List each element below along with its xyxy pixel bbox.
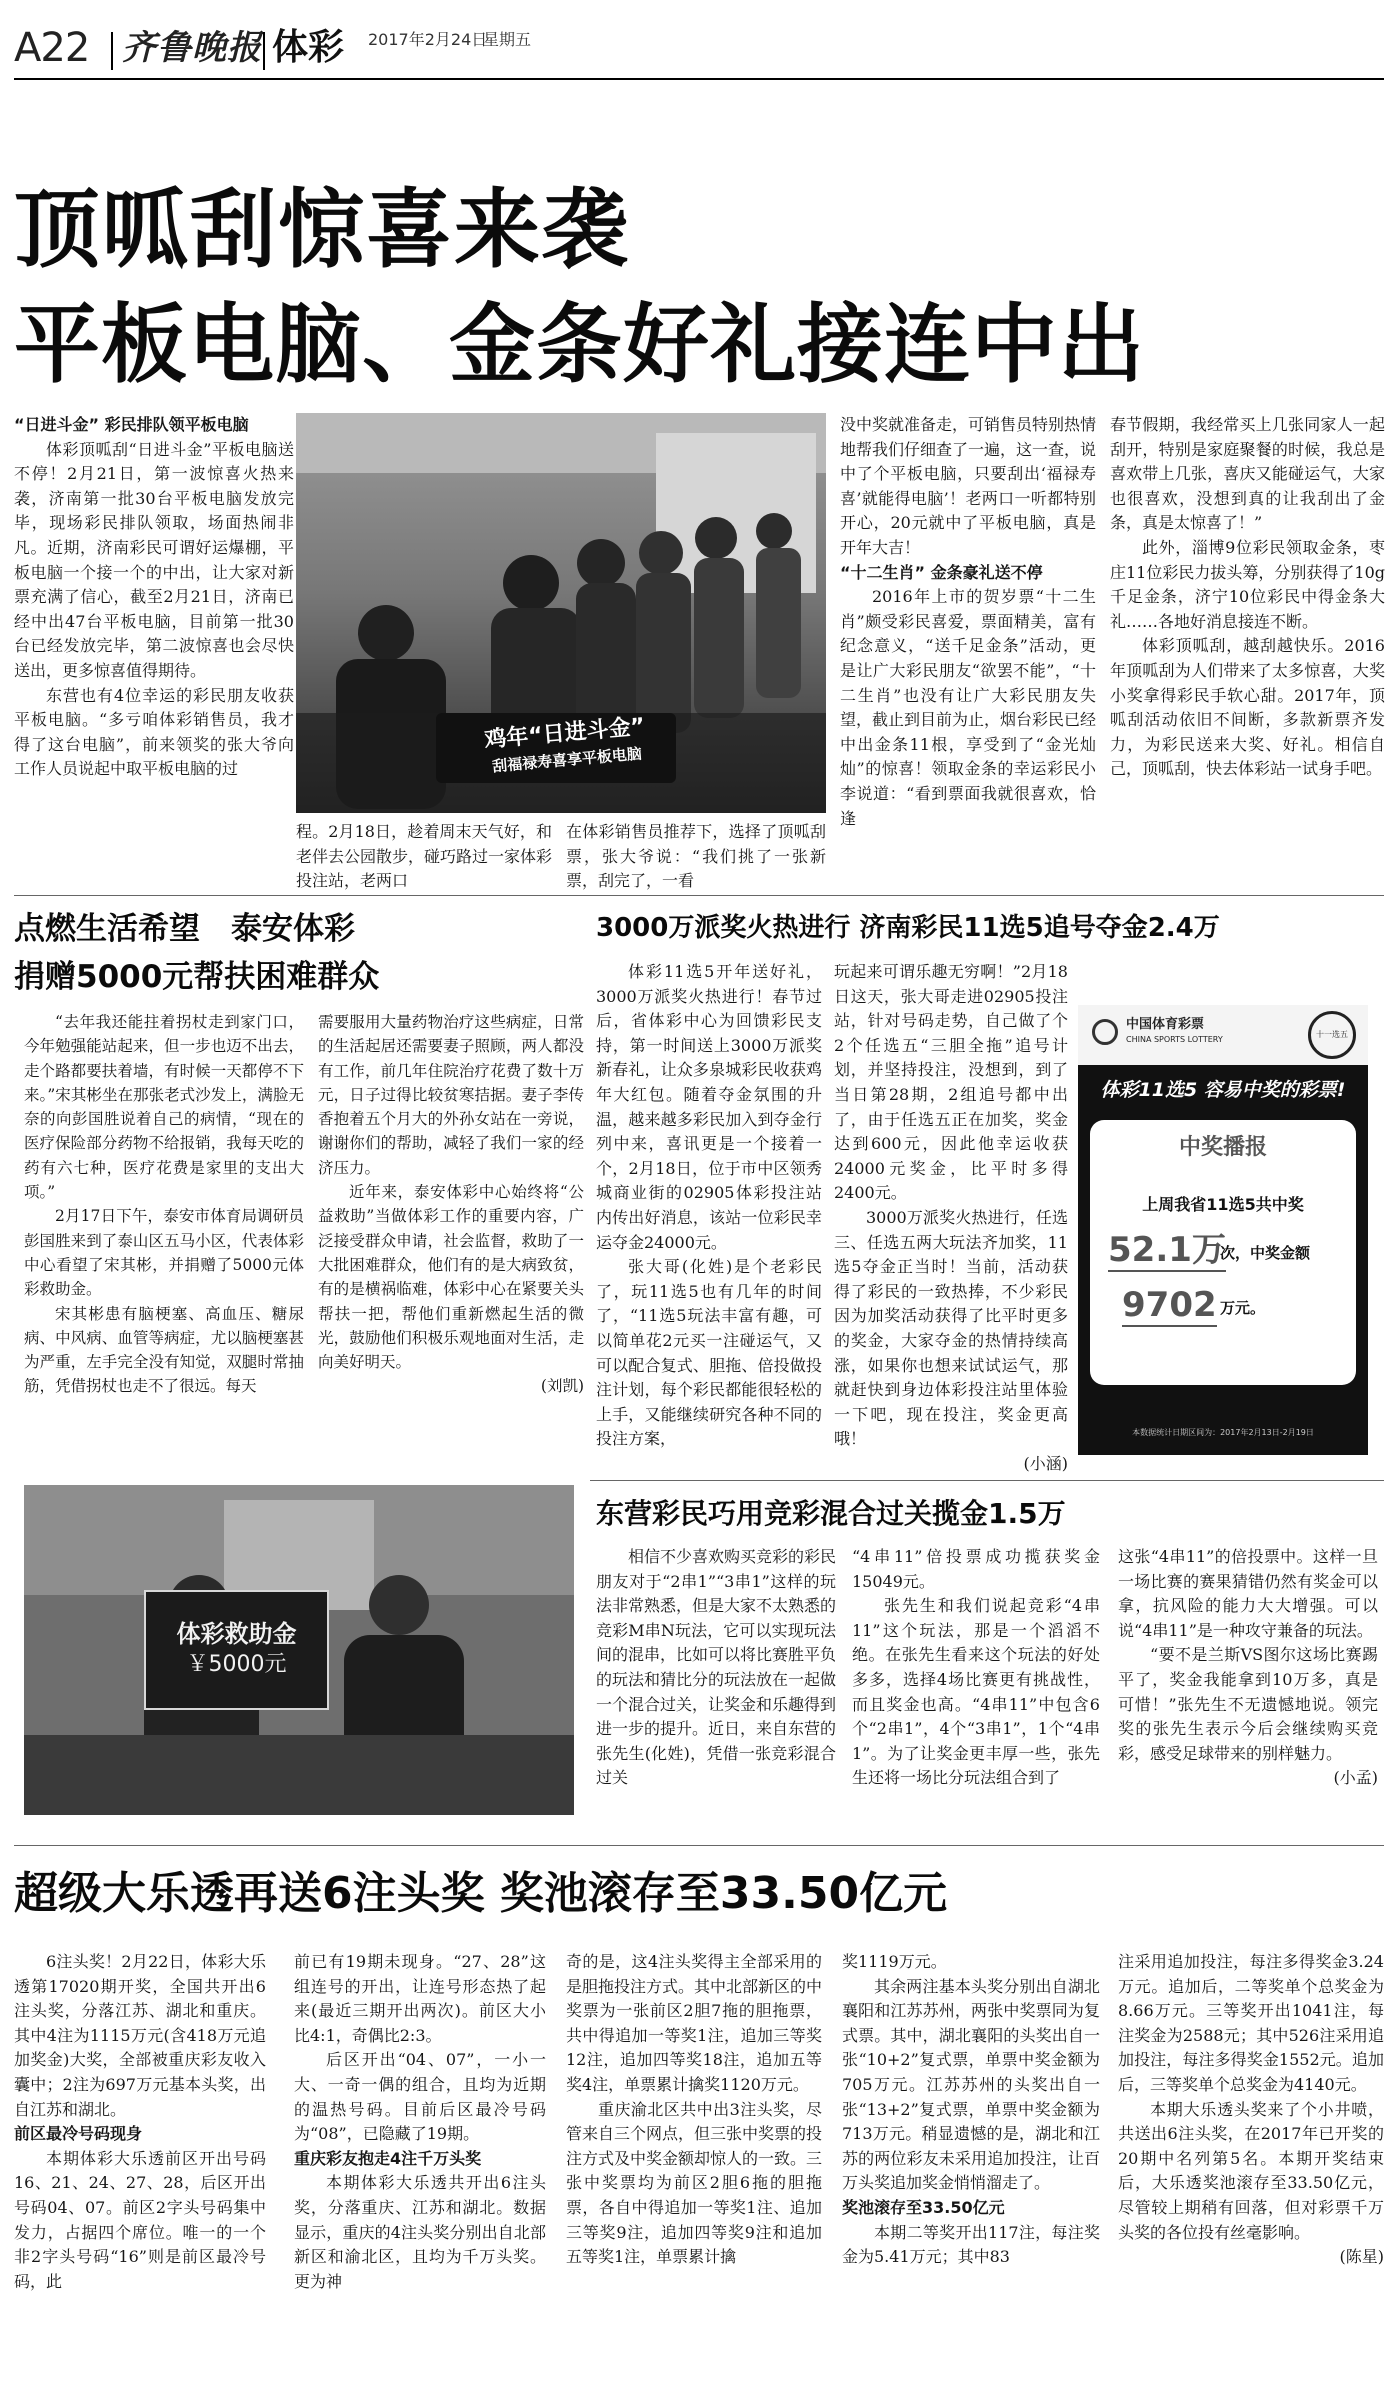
story1-col3-para: 在体彩销售员推荐下，选择了顶呱刮票，张大爷说：“我们挑了一张新票，刮完了，一看 — [566, 822, 826, 891]
ad-board-title: 中奖播报 — [1178, 1135, 1267, 1160]
donation-card-amount: ￥5000元 — [186, 1652, 287, 1677]
story5-column-1 — [14, 1950, 266, 2390]
story5-col4-subhead: 奖池滚存至33.50亿元 — [842, 2197, 1005, 2217]
section-name: 体彩 — [272, 27, 345, 68]
story2-col2-para: 近年来，泰安体彩中心始终将“公益救助”当做体彩工作的重要内容，广泛接受群众申请，社会监督，救助了一大批困难群众，他们有的是大病致贫，有的是横祸临难，体彩中心在紧要关头帮扶一把，帮他们重新燃起生活的微光，鼓励他们积极乐观地面对生活，走向美好明天。 — [318, 1183, 584, 1372]
story3-col1-para: 张大哥(化姓)是个老彩民了，玩11选5也有几年的时间了，“11选5玩法丰富有趣，可以简单花2元买一注碰运气，又可以配合复式、胆拖、倍投做投注计划，每个彩民都能很轻松的上手，又能继续研究各种不同的投注方案， — [596, 1257, 822, 1449]
story2-col1-para: 2月17日下午，泰安市体育局调研员彭国胜来到了泰山区五马小区，代表体彩中心看望了宋其彬，并捐赠了5000元体彩救助金。 — [24, 1207, 304, 1299]
ad-win-amount-unit: 万元。 — [1220, 1299, 1266, 1317]
story5-col1-subhead: 前区最冷号码现身 — [14, 2124, 143, 2144]
main-headline — [14, 180, 1384, 410]
story5-col4-para: 本期二等奖开出117注，每注奖金为5.41万元；其中83 — [842, 2222, 1100, 2267]
story1-column-4 — [840, 413, 1096, 873]
story5-col5-para: 注采用追加投注，每注多得奖金3.24万元。追加后，二等奖单个总奖金为8.66万元。三等奖开出1041注，每注奖金为2588元；其中526注采用追加投注，每注多得奖金1552元。追加后，三等奖单个总奖金为4140元。 — [1118, 1952, 1384, 2094]
ad-win-amount: 9702 — [1122, 1285, 1217, 1325]
story2-column-2 — [318, 1010, 584, 1470]
ad-board — [1090, 1120, 1356, 1385]
11x5-logo-icon — [1308, 1011, 1356, 1059]
story1-photo — [296, 413, 826, 813]
section-rule-3 — [14, 1845, 1384, 1846]
ad-win-count: 52.1万 — [1108, 1230, 1226, 1270]
headline-line-2: 平板电脑、金条好礼接连中出 — [14, 295, 1145, 395]
story2-photo — [24, 1485, 574, 1815]
masthead-divider-2 — [263, 32, 265, 70]
story1-col4-para: 2016年上市的贺岁票“十二生肖”颇受彩民喜爱，票面精美，富有纪念意义，“送千足金条”活动，更是让广大彩民朋友“欲罢不能”，“十二生肖”也没有让广大彩民朋友失望，截止到目前为止，烟台彩民已经中出金条11根，享受到了“金光灿灿”的惊喜！领取金条的幸运彩民小李说道：“看到票面我就很喜欢，恰逢 — [840, 587, 1097, 828]
story5-column-3 — [566, 1950, 822, 2390]
story3-col2-para: 3000万派奖火热进行，任选三、任选五两大玩法齐加奖，11选5夺金正当时！当前，活动获得了彩民的一致热捧，不少彩民因为加奖活动获得了比平时更多的奖金，大家夺金的热情持续高涨，如果你也想来试试运气，那就赶快到身边体彩投注站里体验一下吧，现在投注，奖金更高哦！ — [834, 1207, 1068, 1449]
issue-date: 2017年2月24日 — [368, 30, 488, 49]
story1-col1-para: 体彩顶呱刮“日进斗金”平板电脑送不停！2月21日，第一波惊喜火热来袭，济南第一批30台平板电脑发放完毕，现场彩民排队领取，场面热闹非凡。近期，济南彩民可谓好运爆棚，平板电脑一个接一个的中出，让大家对新票充满了信心，截至2月21日，济南已经中出47台平板电脑，目前第一批30台已经发放完毕，第二波惊喜也会尽快送出，更多惊喜值得期待。 — [14, 439, 294, 680]
story5-col2-subhead: 重庆彩友抱走4注千万头奖 — [294, 2148, 482, 2168]
story5-col5-para: 本期大乐透头奖来了个小井喷，共送出6注头奖，在2017年已开奖的20期中名列第5名。本期开奖结束后，大乐透奖池滚存至33.50亿元，尽管较上期稍有回落，但对彩票千万头奖的各位投有丝毫影响。 — [1118, 2099, 1384, 2242]
headline-line-1: 顶呱刮惊喜来袭 — [14, 180, 630, 280]
section-rule-2 — [590, 1480, 1384, 1481]
story5-col3-para: 重庆渝北区共中出3注头奖，尽管来自三个网点，但三张中奖票的投注方式及中奖金额却惊人的一致。三张中奖票均为前区2胆6拖的胆拖票，各自中得追加一等奖1注、追加三等奖9注，追加四等奖9注和追加五等奖1注，单票累计擒 — [566, 2099, 823, 2267]
story1-col5-para: 体彩顶呱刮，越刮越快乐。2016年顶呱刮为人们带来了太多惊喜，大奖小奖拿得彩民手软心甜。2017年，顶呱刮活动依旧不间断，多款新票齐发力，为彩民送来大奖、好礼。相信自己，顶呱刮，快去体彩站一试身手吧。 — [1110, 636, 1385, 779]
story5-credit: (陈星) — [1339, 2247, 1384, 2267]
story1-col1-subhead: “日进斗金” 彩民排队领平板电脑 — [14, 415, 249, 434]
story5-col2-para: 后区开出“04、07”，一小一大、一奇一偶的组合，且均为近期的温热号码。目前后区最冷号码为“08”，已隐藏了19期。 — [294, 2050, 546, 2144]
story2-col1-para: 宋其彬患有脑梗塞、高血压、糖尿病、中风病、血管等病症，尤以脑梗塞甚为严重，左手完全没有知觉，双腿时常抽筋，凭借拐杖也走不了很远。每天 — [24, 1304, 304, 1396]
ad-board-line-1: 上周我省11选5共中奖 — [1142, 1195, 1304, 1214]
story4-column-3 — [1118, 1545, 1378, 1830]
story1-col2-para: 程。2月18日，趁着周末天气好，和老伴去公园散步，碰巧路过一家体彩投注站，老两口 — [296, 822, 553, 891]
story5-col2-para: 前已有19期未现身。“27、28”这组连号的开出，让连号形态热了起来(最近三期开出两次)。前区大小比4:1，奇偶比2:3。 — [294, 1952, 546, 2045]
story5-col1-para: 6注头奖！2月22日，体彩大乐透第17020期开奖，全国共开出6注头奖，分落江苏、湖北和重庆。其中4注为1115万元(含418万元追加奖金)大奖，全部被重庆彩友收入囊中；2注为697万元基本头奖，出自江苏和湖北。 — [14, 1952, 266, 2119]
masthead-bottom-rule — [14, 78, 1384, 80]
story5-col1-para: 本期体彩大乐透前区开出号码16、21、24、27、28，后区开出号码04、07。前区2字头号码集中发力，占据四个席位。唯一的一个非2字头号码“16”则是前区最冷号码，此 — [14, 2148, 266, 2291]
ad-footnote: 本数据统计日期区间为：2017年2月13日-2月19日 — [1132, 1428, 1314, 1437]
story1-col4-subhead: “十二生肖” 金条豪礼送不停 — [840, 562, 1043, 582]
story4-title: 东营彩民巧用竞彩混合过关揽金1.5万 — [596, 1497, 1066, 1530]
story5-column-5 — [1118, 1950, 1384, 2390]
lottery-logo-icon — [1092, 1019, 1118, 1045]
issue-weekday: 星期五 — [483, 30, 532, 49]
story2-col1-para: “去年我还能拄着拐杖走到家门口，今年勉强能站起来，但一步也迈不出去，走个路都要扶着墙，有时候一天都停不下来。”宋其彬坐在那张老式沙发上，满脸无奈的向彭国胜说着自己的病情，“现在的医疗保险部分药物不给报销，我每天吃的药有六七种，医疗花费是家里的支出大项。” — [24, 1013, 304, 1202]
page-number: A22 — [14, 25, 90, 71]
ad-win-count-unit: 次，中奖金额 — [1220, 1244, 1311, 1262]
story4-col3-para: 这张“4串11”的倍投票中。这样一旦一场比赛的赛果猜错仍然有奖金可以拿，抗风险的能力大大增强。可以说“4串11”是一种攻守兼备的玩法。 — [1118, 1547, 1378, 1640]
story3-column-2 — [834, 960, 1068, 1473]
masthead-divider-1 — [111, 32, 113, 70]
story4-col1-para: 相信不少喜欢购买竞彩的彩民朋友对于“2串1”“3串1”这样的玩法非常熟悉，但是大家不太熟悉的竞彩M串N玩法，它可以实现玩法间的混串，比如可以将比赛胜平负的玩法和猜比分的玩法放在一起做一个混合过关，让奖金和乐趣得到进一步的提升。近日，来自东营的张先生(化姓)，凭借一张竞彩混合过关 — [596, 1547, 837, 1788]
story3-col2-para: 玩起来可谓乐趣无穷啊！”2月18日这天，张大哥走进02905投注站，针对号码走势，自己做了个2个任选五“三胆全拖”追号计划，并坚持投注，没想到，到了当日第28期，2组追号都中出了，由于任选五正在加奖，奖金达到600元，因此他幸运收获24000元奖金，比平时多得2400元。 — [834, 962, 1068, 1203]
story5-col4-para: 奖1119万元。 — [842, 1952, 947, 1971]
story5-col2-para: 本期体彩大乐透共开出6注头奖，分落重庆、江苏和湖北。数据显示，重庆的4注头奖分别出自北部新区和渝北区，且均为千万头奖。更为神 — [294, 2173, 546, 2291]
story2-title-line-1: 点燃生活希望 泰安体彩 — [14, 911, 355, 947]
story1-col5-para: 此外，淄博9位彩民领取金条，枣庄11位彩民力拔头筹，分别获得了10g千足金条，济宁10位彩民中得金条大礼……各地好消息接连不断。 — [1110, 537, 1385, 631]
masthead — [0, 0, 1395, 80]
donation-check-card — [144, 1590, 329, 1710]
ad-header — [1078, 1005, 1368, 1065]
story1-column-3 — [566, 820, 826, 891]
story4-column-2 — [852, 1545, 1100, 1830]
section-rule-1 — [14, 895, 1384, 896]
story1-col4-para: 没中奖就准备走，可销售员特别热情地帮我们仔细查了一遍，这一查，说中了个平板电脑，只要刮出‘福禄寿喜’就能得电脑’！老两口一听都特别开心，20元就中了平板电脑，真是开年大吉！ — [840, 415, 1097, 557]
story4-col2-para: “4串11”倍投票成功揽获奖金15049元。 — [852, 1547, 1100, 1591]
story2-title-line-2: 捐赠5000元帮扶困难群众 — [14, 959, 380, 995]
story5-column-2 — [294, 1950, 546, 2390]
story4-col2-para: 张先生和我们说起竞彩“4串11”这个玩法，那是一个滔滔不绝。在张先生看来这个玩法的好处多多，选择4场比赛更有挑战性，而且奖金也高。“4串11”中包含6个“2串1”，4个“3串1”，1个“4串1”。为了让奖金更丰厚一些，张先生还将一场比分玩法组合到了 — [852, 1596, 1100, 1788]
story4-credit: (小孟) — [1333, 1768, 1378, 1788]
ad-banner: 体彩11选5 容易中奖的彩票! — [1100, 1079, 1346, 1101]
story1-column-1 — [14, 413, 294, 873]
story1-column-5 — [1110, 413, 1385, 873]
ad-brand-cn: 中国体育彩票 — [1126, 1017, 1205, 1032]
photo-banner-line-2: 刮福禄寿喜享平板电脑 — [491, 744, 643, 776]
story3-column-1 — [596, 960, 822, 1449]
story1-col5-para: 春节假期，我经常买上几张同家人一起刮开，特别是家庭聚餐的时候，我总是喜欢带上几张，喜庆又能碰运气，大家也很喜欢，没想到真的让我刮出了金条，真是太惊喜了！” — [1110, 415, 1385, 533]
story2-credit: (刘凯) — [540, 1377, 584, 1396]
donation-card-title: 体彩救助金 — [176, 1620, 297, 1648]
lottery-advertisement — [1078, 1005, 1368, 1455]
story3-title: 3000万派奖火热进行 济南彩民11选5追号夺金2.4万 — [596, 913, 1220, 943]
newspaper-logo: 齐鲁晚报 — [122, 28, 262, 68]
ad-brand-en: CHINA SPORTS LOTTERY — [1126, 1035, 1223, 1044]
photo-banner-line-1: 鸡年“日进斗金” — [483, 714, 646, 754]
story4-column-1 — [596, 1545, 836, 1830]
story2-column-1 — [24, 1010, 304, 1470]
story5-title: 超级大乐透再送6注头奖 奖池滚存至33.50亿元 — [14, 1868, 948, 1919]
story5-col3-para: 奇的是，这4注头奖得主全部采用的是胆拖投注方式。其中北部新区的中奖票为一张前区2胆7拖的胆拖票，共中得追加一等奖1注，追加三等奖12注，追加四等奖18注，追加五等奖4注，单票累计擒奖1120万元。 — [566, 1952, 823, 2094]
story4-col3-para: “要不是兰斯VS图尔这场比赛踢平了，奖金我能拿到10万多，真是可惜！”张先生不无遗憾地说。领完奖的张先生表示今后会继续购买竞彩，感受足球带来的别样魅力。 — [1118, 1645, 1378, 1763]
ad-logo-text: 十一选五 — [1316, 1030, 1348, 1039]
story5-col4-para: 其余两注基本头奖分别出自湖北襄阳和江苏苏州，两张中奖票同为复式票。其中，湖北襄阳的头奖出自一张“10+2”复式票，单票中奖金额为705万元。江苏苏州的头奖出自一张“13+2”复式票，单票中奖金额为713万元。稍显遗憾的是，湖北和江苏的两位彩友未采用追加投注，让百万头奖追加奖金悄悄溜走了。 — [842, 1976, 1100, 2193]
story5-column-4 — [842, 1950, 1100, 2390]
story1-col1-para: 东营也有4位幸运的彩民朋友收获平板电脑。“多亏咱体彩销售员，我才得了这台电脑”，前来领奖的张大爷向工作人员说起中取平板电脑的过 — [14, 685, 294, 779]
story3-credit: (小涵) — [1023, 1453, 1068, 1473]
story3-col1-para: 体彩11选5开年送好礼，3000万派奖火热进行！春节过后，省体彩中心为回馈彩民支持，第一时间送上3000万派奖新春礼，让众多泉城彩民收获鸡年大红包。随着夺金氛围的升温，越来越多彩民加入到夺金行列中来，喜讯更是一个接着一个，2月18日，位于市中区领秀城商业街的02905体彩投注站内传出好消息，该站一位彩民幸运夺金24000元。 — [596, 962, 822, 1252]
story1-column-2 — [296, 820, 553, 891]
story2-col2-para: 需要服用大量药物治疗这些病症，日常的生活起居还需要妻子照顾，两人都没有工作，前几年住院治疗花费了数十万元，日子过得比较贫寒拮据。妻子李传香抱着五个月大的外孙女站在一旁说，谢谢你们的帮助，减轻了我们一家的经济压力。 — [318, 1013, 584, 1177]
